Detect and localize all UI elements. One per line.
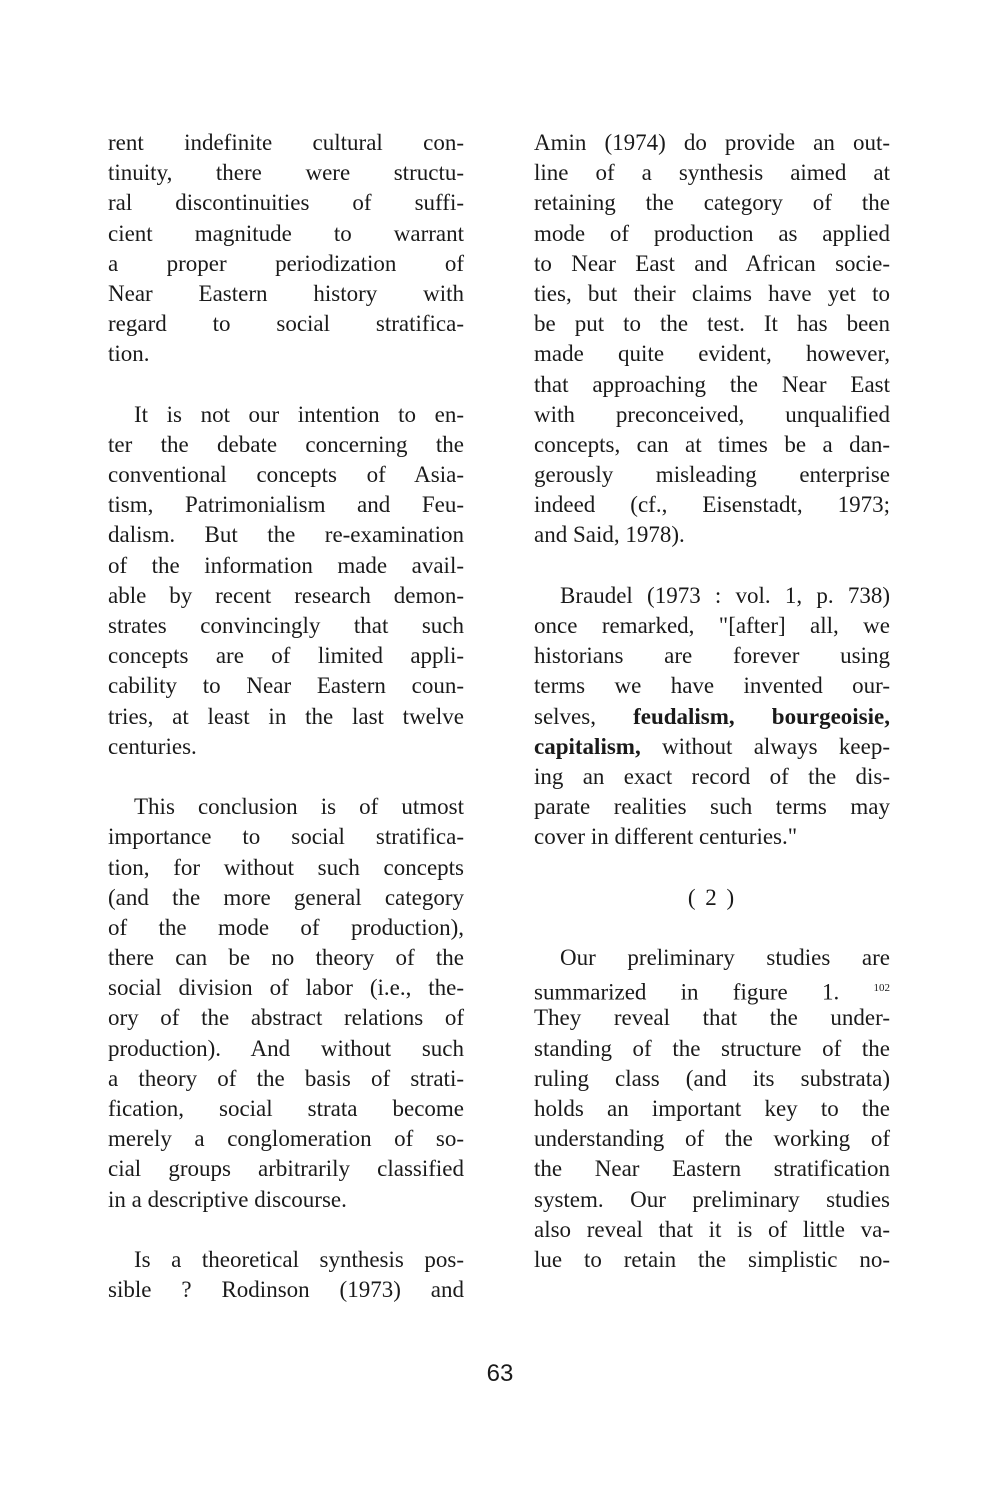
text-line: strates convincingly that such [108, 613, 464, 638]
text-line: (and the more general category [108, 884, 464, 910]
text-line: there can be no theory of the [108, 945, 464, 971]
text-line: concepts are of limited appli- [108, 643, 464, 669]
text-line: of the information made avail- [108, 552, 464, 578]
text-line: Is a theoretical synthesis pos- [134, 1246, 464, 1272]
emphasized-term-feudalism: feudalism, [633, 703, 772, 729]
text-line: ties, but their claims have yet to [534, 280, 890, 306]
text-line: retaining the category of the [534, 190, 890, 216]
text-line: in a descriptive discourse. [108, 1186, 347, 1212]
text-line: They reveal that the under- [534, 1005, 890, 1031]
paragraph-debate [108, 400, 464, 762]
text-line: able by recent research demon- [108, 582, 464, 608]
text-line [534, 973, 890, 1003]
text-line: social division of labor (i.e., the- [108, 975, 464, 1001]
text-line: cover in different centuries." [534, 824, 798, 850]
page-number: 63 [486, 1360, 514, 1387]
paragraph-preliminary-studies [534, 943, 890, 1275]
text-line: production). And without such [108, 1035, 464, 1061]
paragraph-synthesis-question [108, 1245, 464, 1305]
text-line: cability to Near Eastern coun- [108, 673, 464, 699]
text-line: ruling class (and its substrata) [534, 1065, 890, 1091]
right-column [534, 128, 890, 1275]
text-line: understanding of the working of [534, 1126, 890, 1152]
text-line: to Near East and African socie- [534, 250, 890, 276]
text-fragment: summarized in figure 1. [534, 979, 874, 1005]
text-line: line of a synthesis aimed at [534, 160, 890, 186]
text-line: fication, social strata become [108, 1096, 464, 1121]
text-line: terms we have invented our- [534, 673, 890, 699]
paragraph-continuity [108, 128, 464, 370]
text-line: Our preliminary studies are [560, 945, 890, 971]
text-line: tinuity, there were structu- [108, 160, 464, 186]
text-line: once remarked, "[after] all, we [534, 613, 890, 638]
paragraph-braudel-quote [534, 581, 890, 853]
emphasized-term-bourgeoisie: bourgeoisie, [771, 703, 890, 729]
text-line: and Said, 1978). [534, 522, 685, 548]
text-line: system. Our preliminary studies [534, 1186, 890, 1212]
text-fragment: without always keep- [640, 733, 890, 759]
emphasized-term-capitalism: capitalism, [534, 733, 641, 759]
text-line: holds an important key to the [534, 1096, 890, 1121]
text-line: standing of the structure of the [534, 1035, 890, 1061]
text-line: historians are forever using [534, 643, 890, 669]
text-line: Braudel (1973 : vol. 1, p. 738) [560, 582, 890, 608]
text-line: a theory of the basis of strati- [108, 1065, 464, 1091]
text-line: cial groups arbitrarily classified [108, 1156, 464, 1182]
text-line: mode of production as applied [534, 220, 890, 246]
text-line: gerously misleading enterprise [534, 462, 890, 488]
paragraph-conclusion [108, 792, 464, 1215]
text-line: made quite evident, however, [534, 341, 890, 367]
text-line: concepts, can at times be a dan- [534, 431, 890, 457]
paragraph-amin [534, 128, 890, 551]
text-line: parate realities such terms may [534, 794, 890, 820]
text-line: tion, for without such concepts [108, 854, 464, 880]
text-line [534, 702, 890, 732]
text-line: ter the debate concerning the [108, 431, 464, 457]
text-line: of the mode of production), [108, 914, 464, 940]
text-fragment: selves, [534, 703, 634, 729]
text-line [534, 732, 890, 762]
text-line: It is not our intention to en- [134, 401, 464, 427]
text-line: be put to the test. It has been [534, 311, 890, 337]
text-line: ral discontinuities of suffi- [108, 190, 464, 216]
text-line: dalism. But the re-examination [108, 522, 464, 548]
text-line: This conclusion is of utmost [134, 794, 464, 820]
text-line: ing an exact record of the dis- [534, 763, 890, 789]
text-line: lue to retain the simplistic no- [534, 1246, 890, 1272]
text-line: merely a conglomeration of so- [108, 1126, 464, 1152]
text-line: indeed (cf., Eisenstadt, 1973; [534, 492, 890, 518]
text-line: also reveal that it is of little va- [534, 1216, 890, 1242]
left-column [108, 128, 464, 1305]
text-line: tries, at least in the last twelve [108, 703, 464, 729]
text-line: the Near Eastern stratification [534, 1156, 890, 1182]
footnote-reference: 102 [873, 982, 890, 995]
text-line: Amin (1974) do provide an out- [534, 130, 890, 155]
text-line: Near Eastern history with [108, 280, 464, 306]
text-line: importance to social stratifica- [108, 824, 464, 850]
text-line: that approaching the Near East [534, 371, 890, 397]
text-line: tion. [108, 341, 150, 367]
text-line: cient magnitude to warrant [108, 220, 464, 246]
text-line: sible ? Rodinson (1973) and [108, 1277, 464, 1303]
section-number: ( 2 ) [687, 884, 737, 910]
text-line: conventional concepts of Asia- [108, 462, 464, 488]
text-line: with preconceived, unqualified [534, 401, 890, 427]
text-line: centuries. [108, 733, 197, 759]
text-line: regard to social stratifica- [108, 311, 464, 337]
text-line: a proper periodization of [108, 250, 464, 276]
text-line: tism, Patrimonialism and Feu- [108, 492, 464, 518]
text-line: rent indefinite cultural con- [108, 130, 464, 155]
text-line: ory of the abstract relations of [108, 1005, 464, 1031]
